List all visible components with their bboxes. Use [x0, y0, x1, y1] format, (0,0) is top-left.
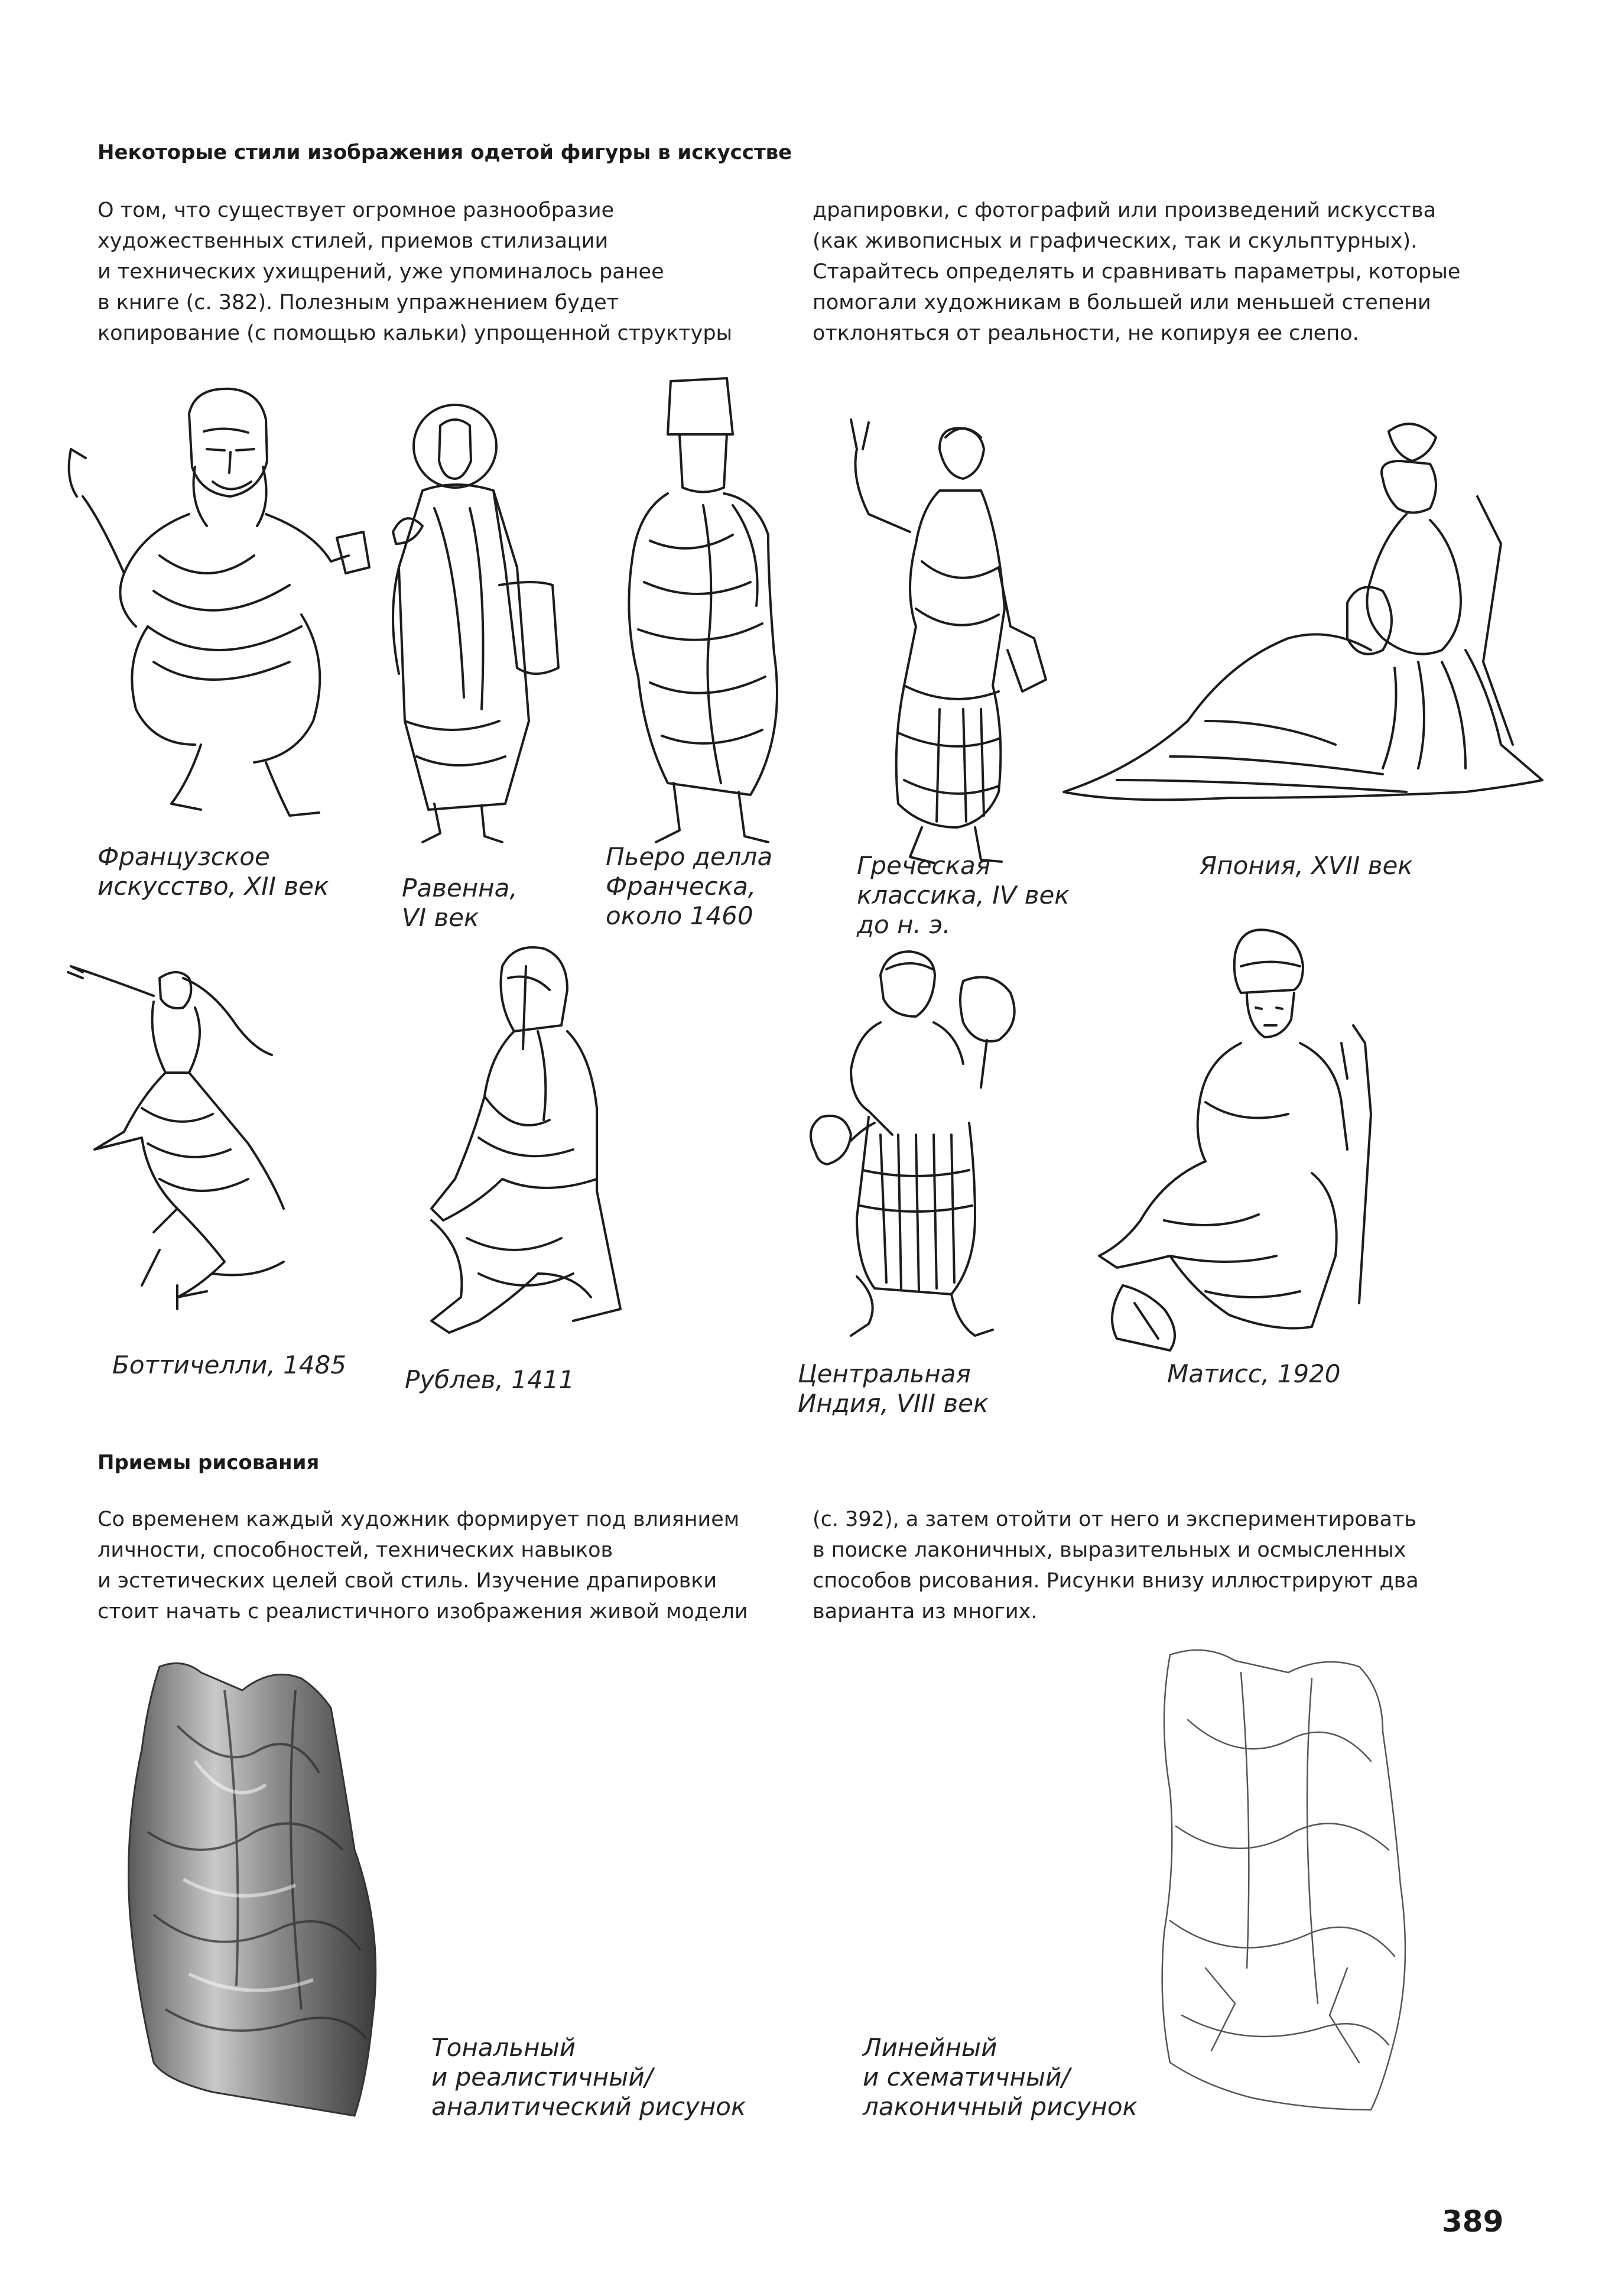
- caption-line: Пьеро делла: [606, 842, 773, 871]
- figure-greek-classical: [804, 414, 1064, 875]
- text-line: (с. 392), а затем отойти от него и экспериментировать: [813, 1508, 1416, 1531]
- caption-rublev: [405, 1365, 574, 1395]
- caption-line: Линейный: [863, 2033, 997, 2062]
- caption-line: Равенна,: [402, 873, 518, 902]
- caption-line: Индия, VIII век: [798, 1389, 989, 1418]
- caption-japan: [1200, 851, 1413, 881]
- text-line: художественных стилей, приемов стилизации: [98, 229, 609, 253]
- caption-matisse: [1167, 1359, 1341, 1389]
- caption-line: Тональный: [431, 2033, 576, 2062]
- caption-line: Боттичелли, 1485: [112, 1350, 346, 1379]
- figure-ravenna-6th-century: [381, 390, 576, 851]
- caption-line: около 1460: [606, 901, 753, 930]
- caption-botticelli: [112, 1350, 346, 1380]
- section-title-techniques: Приемы рисования: [98, 1451, 320, 1475]
- text-line: варианта из многих.: [813, 1600, 1038, 1623]
- caption-line: Франческа,: [606, 872, 756, 901]
- text-line: копирование (с помощью кальки) упрощенной структуры: [98, 321, 733, 345]
- caption-ravenna: [402, 873, 518, 933]
- caption-line: Матисс, 1920: [1167, 1359, 1341, 1388]
- text-line: Старайтесь определять и сравнивать параметры, которые: [813, 260, 1461, 284]
- caption-line: VI век: [402, 903, 479, 932]
- text-line: и эстетических целей свой стиль. Изучение драпировки: [98, 1569, 717, 1593]
- illustration-linear-drapery: [1135, 1637, 1442, 2122]
- caption-line: до н. э.: [857, 910, 951, 939]
- figure-botticelli: [59, 954, 313, 1321]
- text-line: личности, способностей, технических навыков: [98, 1538, 613, 1562]
- caption-line: классика, IV век: [857, 881, 1070, 910]
- figure-central-india: [798, 946, 1034, 1359]
- caption-french: [98, 842, 329, 901]
- caption-line: аналитический рисунок: [431, 2092, 746, 2121]
- techniques-paragraph-col2: [813, 1504, 1419, 1627]
- caption-greek: [857, 851, 1070, 940]
- text-line: в книге (с. 382). Полезным упражнением будет: [98, 291, 619, 314]
- page-number: 389: [1442, 2204, 1504, 2239]
- intro-paragraph-col2: [813, 195, 1460, 349]
- caption-line: искусство, XII век: [98, 872, 329, 901]
- techniques-paragraph-col1: [98, 1504, 748, 1627]
- text-line: отклоняться от реальности, не копируя ее слепо.: [813, 321, 1359, 345]
- caption-line: Центральная: [798, 1359, 971, 1388]
- text-line: Со временем каждый художник формирует под влиянием: [98, 1508, 740, 1531]
- text-line: в поиске лаконичных, выразительных и осмысленных: [813, 1538, 1406, 1562]
- caption-line: лаконичный рисунок: [863, 2092, 1138, 2121]
- section-title-styles: Некоторые стили изображения одетой фигуры в искусстве: [98, 141, 792, 164]
- caption-line: Япония, XVII век: [1200, 851, 1413, 880]
- caption-piero: [606, 842, 772, 931]
- text-line: помогали художникам в большей или меньшей степени: [813, 291, 1431, 314]
- text-line: способов рисования. Рисунки внизу иллюстрируют два: [813, 1569, 1419, 1593]
- caption-tonal: [431, 2033, 746, 2122]
- illustration-tonal-drapery: [106, 1655, 414, 2128]
- caption-line: и реалистичный/: [431, 2063, 653, 2092]
- intro-paragraph-col1: [98, 195, 732, 349]
- figure-japan-17th-century: [1052, 414, 1560, 827]
- text-line: и технических ухищрений, уже упоминалось ранее: [98, 260, 664, 284]
- text-line: О том, что существует огромное разнообразие: [98, 199, 615, 222]
- caption-line: и схематичный/: [863, 2063, 1070, 2092]
- caption-india: [798, 1359, 988, 1418]
- caption-line: Французское: [98, 842, 270, 871]
- figure-piero-della-francesca: [615, 369, 810, 854]
- caption-linear: [863, 2033, 1138, 2122]
- text-line: драпировки, с фотографий или произведений искусства: [813, 199, 1437, 222]
- figure-french-12th-century: [53, 378, 384, 827]
- caption-line: Греческая: [857, 851, 991, 880]
- figure-rublev: [396, 943, 656, 1356]
- text-line: (как живописных и графических, так и скульптурных).: [813, 229, 1418, 253]
- figure-matisse: [1064, 925, 1395, 1362]
- caption-line: Рублев, 1411: [405, 1365, 575, 1394]
- text-line: стоит начать с реалистичного изображения живой модели: [98, 1600, 748, 1623]
